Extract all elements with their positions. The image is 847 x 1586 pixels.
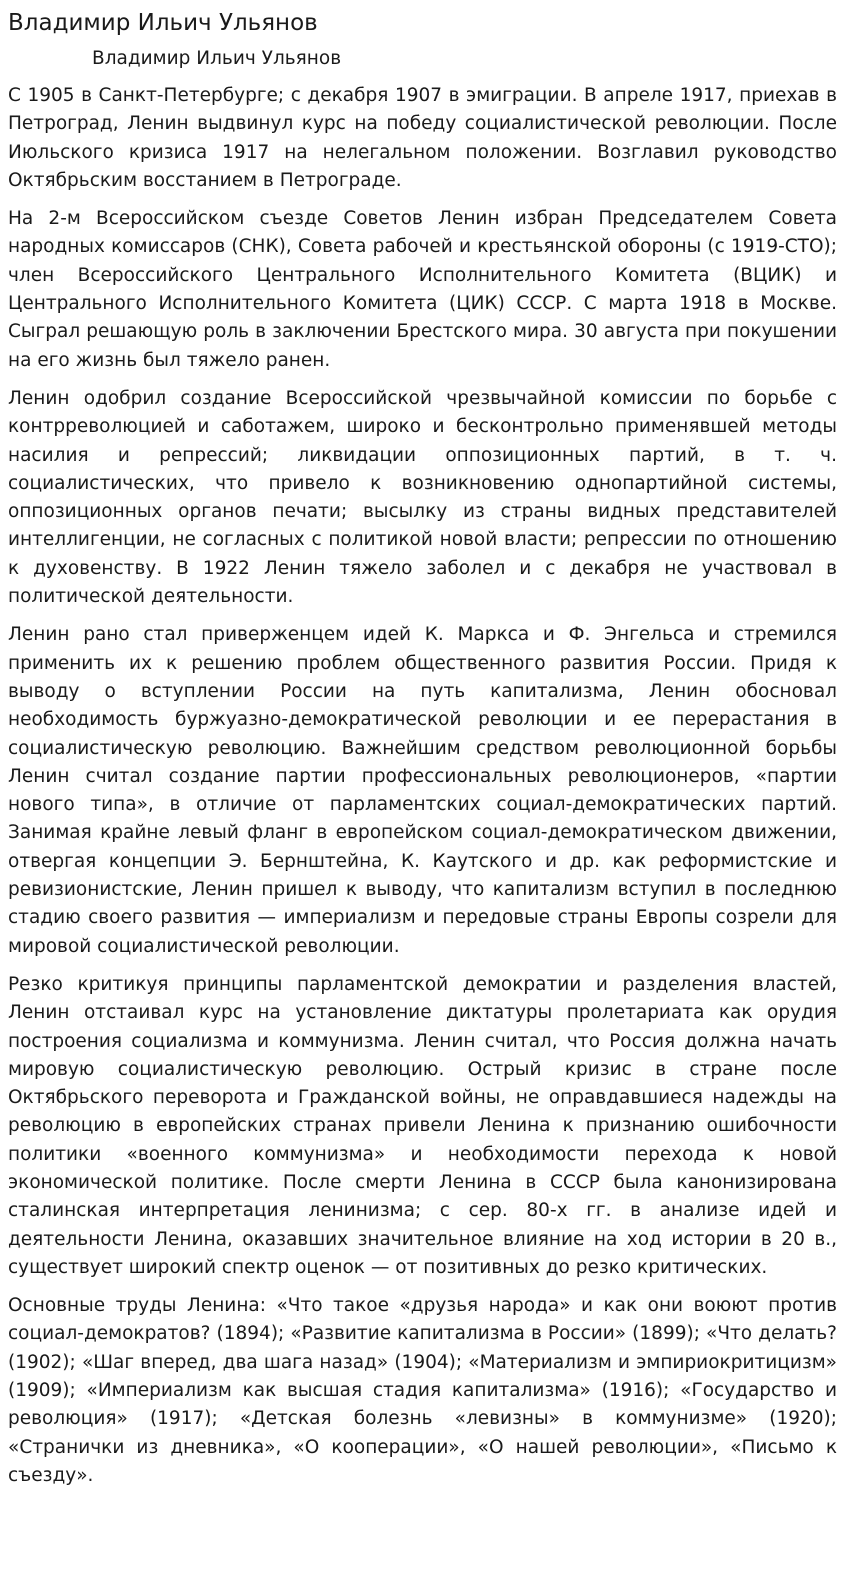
paragraph-5: Резко критикуя принципы парламентской демократии и разделения властей, Ленин отстаивал курс на установление диктатуры пролетариата как орудия построения социализма и коммунизма. Ленин считал, что Россия должна начать мировую социалистическую революцию. Острый кризис в стране после Октябрьского переворота и Гражданской войны, не оправдавшиеся надежды на революцию в европейских странах привели Ленина к признанию ошибочности политики «военного коммунизма» и необходимости перехода к новой экономической политике. После смерти Ленина в СССР была канонизирована сталинская интерпретация ленинизма; с сер. 80-х гг. в анализе идей и деятельности Ленина, оказавших значительное влияние на ход истории в 20 в., существует широкий спектр оценок — от позитивных до резко критических. [8,973,837,1278]
page-title: Владимир Ильич Ульянов [8,10,318,36]
paragraph-3: Ленин одобрил создание Всероссийской чрезвычайной комиссии по борьбе с контрреволюцией и саботажем, широко и бесконтрольно применявшей методы насилия и репрессий; ликвидации оппозиционных партий, в т. ч. социалистических, что привело к возникновению однопартийной системы, оппозиционных органов печати; высылку из страны видных представителей интеллигенции, не согласных с политикой новой власти; репрессии по отношению к духовенству. В 1922 Ленин тяжело заболел и с декабря не участвовал в политической деятельности. [8,387,837,608]
article-body [8,82,837,1490]
paragraph-4: Ленин рано стал приверженцем идей К. Маркса и Ф. Энгельса и стремился применить их к решению проблем общественного развития России. Придя к выводу о вступлении России на путь капитализма, Ленин обосновал необходимость буржуазно-демократической революции и ее перерастания в социалистическую революцию. Важнейшим средством революционной борьбы Ленин считал создание партии профессиональных революционеров, «партии нового типа», в отличие от парламентских социал-демократических партий. Занимая крайне левый фланг в европейском социал-демократическом движении, отвергая концепции Э. Бернштейна, К. Каутского и др. как реформистские и ревизионистские, Ленин пришел к выводу, что капитализм вступил в последнюю стадию своего развития — империализм и передовые страны Европы созрели для мировой социалистической революции. [8,624,837,957]
page-subtitle: Владимир Ильич Ульянов [92,48,342,69]
paragraph-2: На 2-м Всероссийском съезде Советов Ленин избран Председателем Совета народных комиссаров (СНК), Совета рабочей и крестьянской обороны (с 1919-СТО); член Всероссийского Центрального Исполнительного Комитета (ВЦИК) и Центрального Исполнительного Комитета (ЦИК) СССР. С марта 1918 в Москве. Сыграл решающую роль в заключении Брестского мира. 30 августа при покушении на его жизнь был тяжело ранен. [8,208,837,371]
paragraph-6: Основные труды Ленина: «Что такое «друзья народа» и как они воюют против социал-демократов? (1894); «Развитие капитализма в России» (1899); «Что делать? (1902); «Шаг вперед, два шага назад» (1904); «Материализм и эмпириокритицизм» (1909); «Империализм как высшая стадия капитализма» (1916); «Государство и революция» (1917); «Детская болезнь «левизны» в коммунизме» (1920); «Странички из дневника», «О кооперации», «О нашей революции», «Письмо к съезду». [8,1295,837,1486]
paragraph-1: С 1905 в Санкт-Петербурге; с декабря 1907 в эмиграции. В апреле 1917, приехав в Петроград, Ленин выдвинул курс на победу социалистической революции. После Июльского кризиса 1917 на нелегальном положении. Возглавил руководство Октябрьским восстанием в Петрограде. [8,85,837,191]
